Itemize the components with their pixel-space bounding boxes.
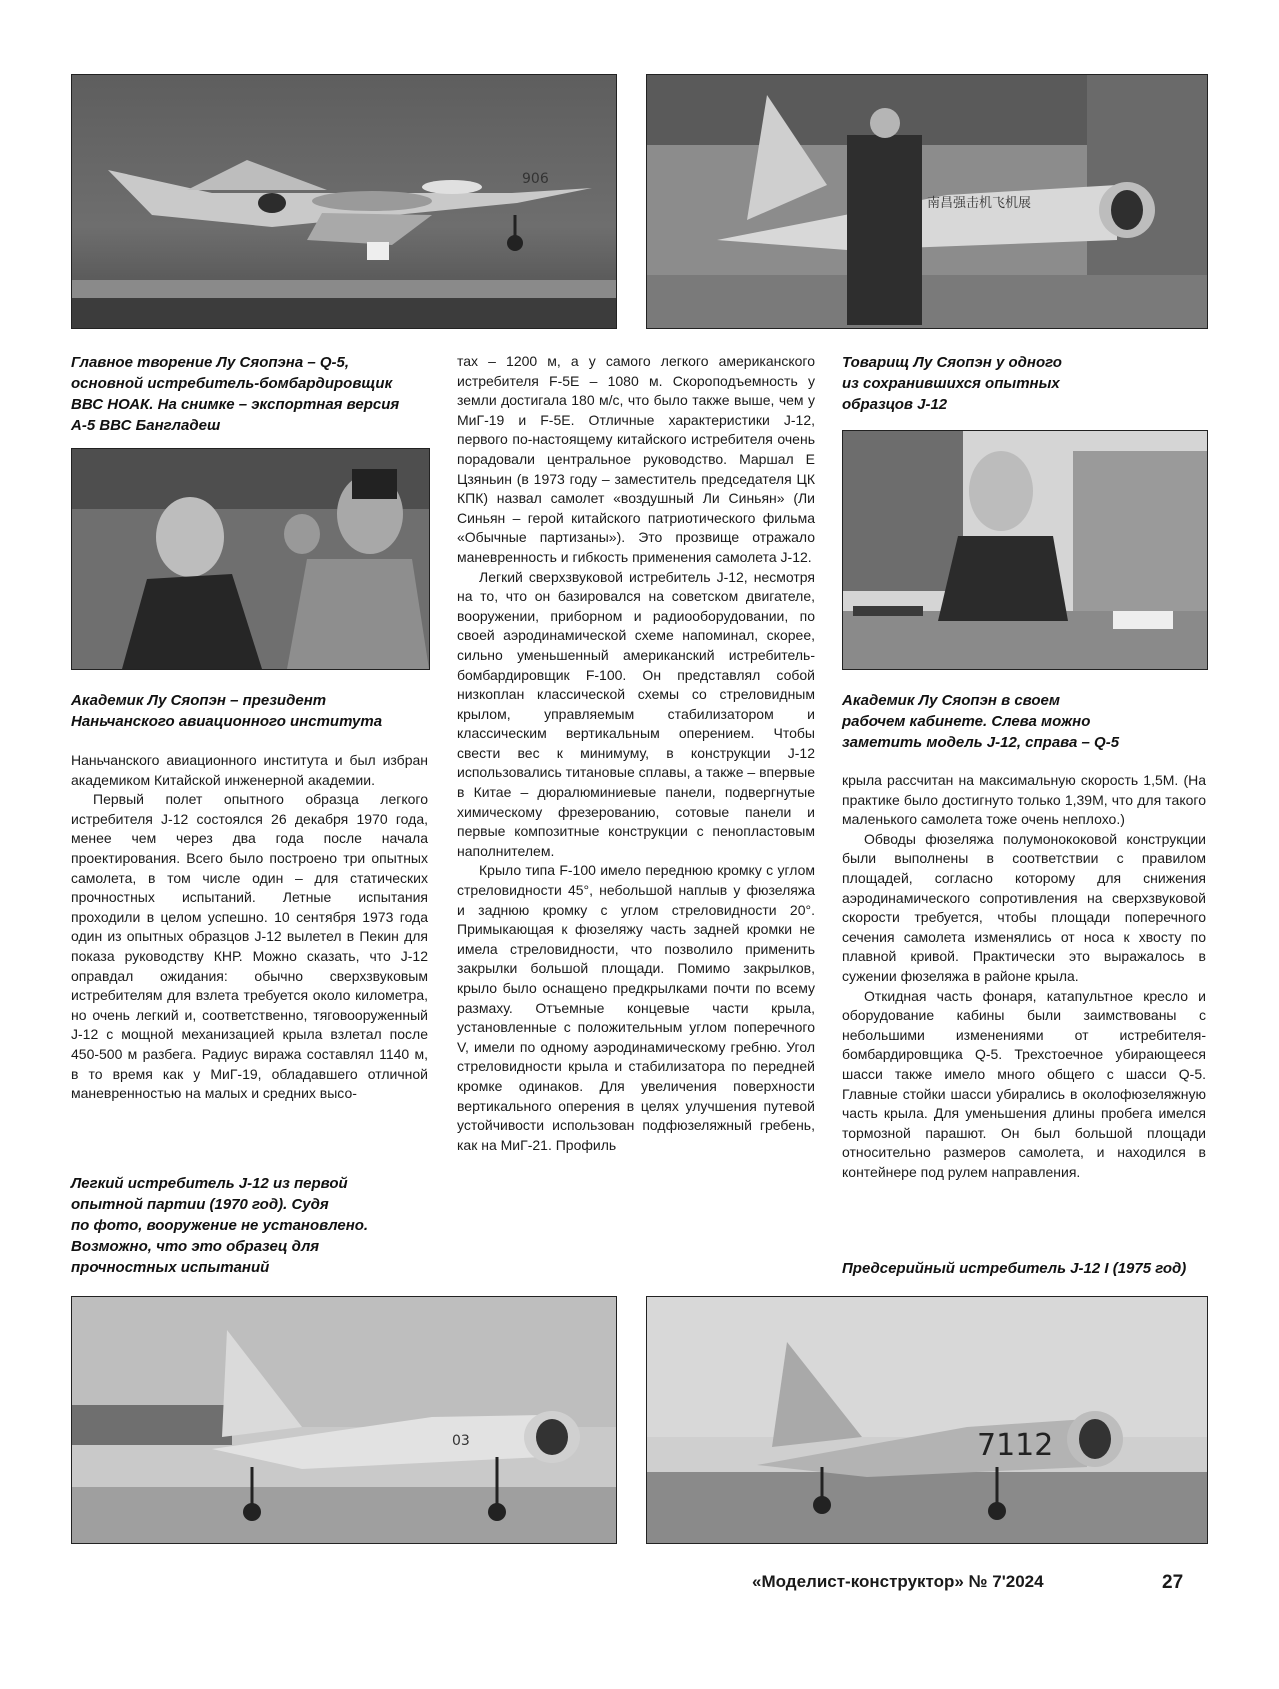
caption-line: основной истребитель-бомбардировщик [71,375,393,392]
caption-line: Товарищ Лу Сяопэн у одного [842,354,1062,371]
caption-line: заметить модель J-12, справа – Q-5 [842,734,1120,751]
caption-comrade-j12 [842,352,1062,415]
paragraph: тах – 1200 м, а у самого легкого американского истребителя F-5E – 1080 м. Скороподъемность у земли достигала 180 м/с, что было также выше, чем у МиГ-19 и F-5E. Отличные характеристики J-12, первого по-настоящему китайского истребителя очень порадовали центральное руководство. Маршал Е Цзяньин (в 1973 году – заместитель председателя ЦК КПК) назвал самолет «воздушный Ли Синьян» (Ли Синьян – герой китайского патриотического фильма «Обычные партизаны»). Это прозвище отражало маневренность и гибкость применения самолета J-12. [457,353,815,565]
caption-line: Наньчанского авиационного института [71,713,383,730]
text-column-3 [842,771,1206,1182]
caption-line: прочностных испытаний [71,1259,270,1276]
photo-j12-first-batch [71,1296,617,1544]
magazine-title: «Моделист-конструктор» № 7'2024 [752,1572,1044,1591]
caption-line: образцов J-12 [842,396,948,413]
caption-academician-president [71,690,382,732]
caption-academician-office [842,690,1119,753]
caption-line: Легкий истребитель J-12 из первой [71,1175,348,1192]
paragraph: Откидная часть фонаря, катапультное кресло и оборудование кабины были заимствованы с небольшими изменениями от истребителя-бомбардировщика Q-5. Трехстоечное убирающееся шасси также имело много общего с шасси Q-5. Главные стойки шасси убирались в околофюзеляжную часть крыла. Для уменьшения длины пробега имелся тормозной парашют. Он был большой площади относительно размеров самолета, и находился в контейнере под рулем направления. [842,987,1206,1180]
paragraph: Первый полет опытного образца легкого истребителя J-12 состоялся 26 декабря 1970 года, менее чем через два года после начала проектирования. Всего было построено три опытных самолета, в том числе один – для статических прочностных испытаний. Летные испытания проходили в целом успешно. 10 сентября 1973 года один из опытных образцов J-12 вылетел в Пекин для показа руководству КНР. Можно сказать, что J-12 оправдал ожидания: обычно сверхзвуковым истребителям для взлета требуется около километра, но очень легкий и, соответственно, тяговооруженный J-12 с мощной механизацией крыла взлетал после 450-500 м разбега. Радиус виража составлял 1140 м, в то время как у МиГ-19, обладавшего отличной маневренностью на малых и средних высо- [71,791,428,1102]
caption-line: Предсерийный истребитель J-12 I (1975 год) [842,1260,1187,1277]
caption-line: ВВС НОАК. На снимке – экспортная версия [71,396,400,413]
photo-q5-aircraft [71,74,617,329]
caption-line: Академик Лу Сяопэн в своем [842,692,1060,709]
photo-lu-xiaopeng-office [842,430,1208,670]
caption-line: опытной партии (1970 год). Судя [71,1196,329,1213]
paragraph: Наньчанского авиационного института и был избран академиком Китайской инженерной академии. [71,752,428,788]
caption-q5 [71,352,399,436]
caption-j12-first-batch [71,1173,368,1278]
paragraph: крыла рассчитан на максимальную скорость 1,5М. (На практике было достигнуто только 1,39М, что для такого маленького самолета тоже очень неплохо.) [842,772,1206,828]
paragraph: Обводы фюзеляжа полумонококовой конструкции были выполнены в соответствии с правилом площадей, согласно которому для снижения аэродинамического сопротивления на сверхзвуковой скорости требуется, чтобы площади поперечного сечения самолета изменялись от носа к хвосту по плавной кривой. Практически это выражалось в сужении фюзеляжа в районе крыла. [842,830,1206,984]
caption-line: по фото, вооружение не установлено. [71,1217,369,1234]
photo-lu-xiaopeng-j12-prototype [646,74,1208,329]
caption-line: А-5 ВВС Бангладеш [71,417,221,434]
paragraph: Крыло типа F-100 имело переднюю кромку с углом стреловидности 45°, небольшой наплыв у фюзеляжа и заднюю кромку с углом стреловидности 20°. Примыкающая к фюзеляжу часть задней кромки не имела стреловидности, что позволило применить закрылки большой площади. Помимо закрылков, крыло было оснащено предкрылками почти по всему размаху. Отъемные концевые части крыла, установленные с положительным углом поперечного V, имели по одному аэродинамическому гребню. Угол стреловидности крыла и стабилизатора по передней кромке одинаков. Для увеличения поверхности вертикального оперения в целях улучшения путевой устойчивости использован подфюзеляжный гребень, как на МиГ-21. Профиль [457,862,815,1153]
caption-line: Академик Лу Сяопэн – президент [71,692,327,709]
tail-number-906: 906 [522,171,549,187]
page-number: 27 [1162,1572,1184,1593]
aircraft-inscription: 南昌强击机飞机展 [927,196,1032,211]
tail-number-03: 03 [452,1433,470,1449]
photo-lu-xiaopeng-president [71,448,430,670]
caption-preseries-j12 [842,1258,1186,1279]
paragraph: Легкий сверхзвуковой истребитель J-12, несмотря на то, что он базировался на советском двигателе, вооружении, приборном и радиооборудовании, по своей аэродинамической схеме напоминал, скорее, сильно уменьшенный американский истребитель-бомбардировщик F-100. Он представлял собой низкоплан классической схемы со стреловидным крылом, управляемым стабилизатором и классическим вертикальным оперением. Чтобы свести вес к минимуму, в конструкции J-12 использовались титановые сплавы, а также – впервые в Китае – дюралюминиевые панели, подвергнутые химическому фрезерованию, сотовые панели и первые композитные конструкции с пенопластовым наполнителем. [457,568,815,859]
caption-line: Главное творение Лу Сяопэна – Q-5, [71,354,350,371]
caption-line: рабочем кабинете. Слева можно [842,713,1091,730]
text-column-2 [457,352,815,1155]
caption-line: Возможно, что это образец для [71,1238,320,1255]
text-column-1 [71,751,428,1104]
tail-number-7112: 7112 [977,1428,1054,1463]
photo-j12-preseries [646,1296,1208,1544]
caption-line: из сохранившихся опытных [842,375,1060,392]
